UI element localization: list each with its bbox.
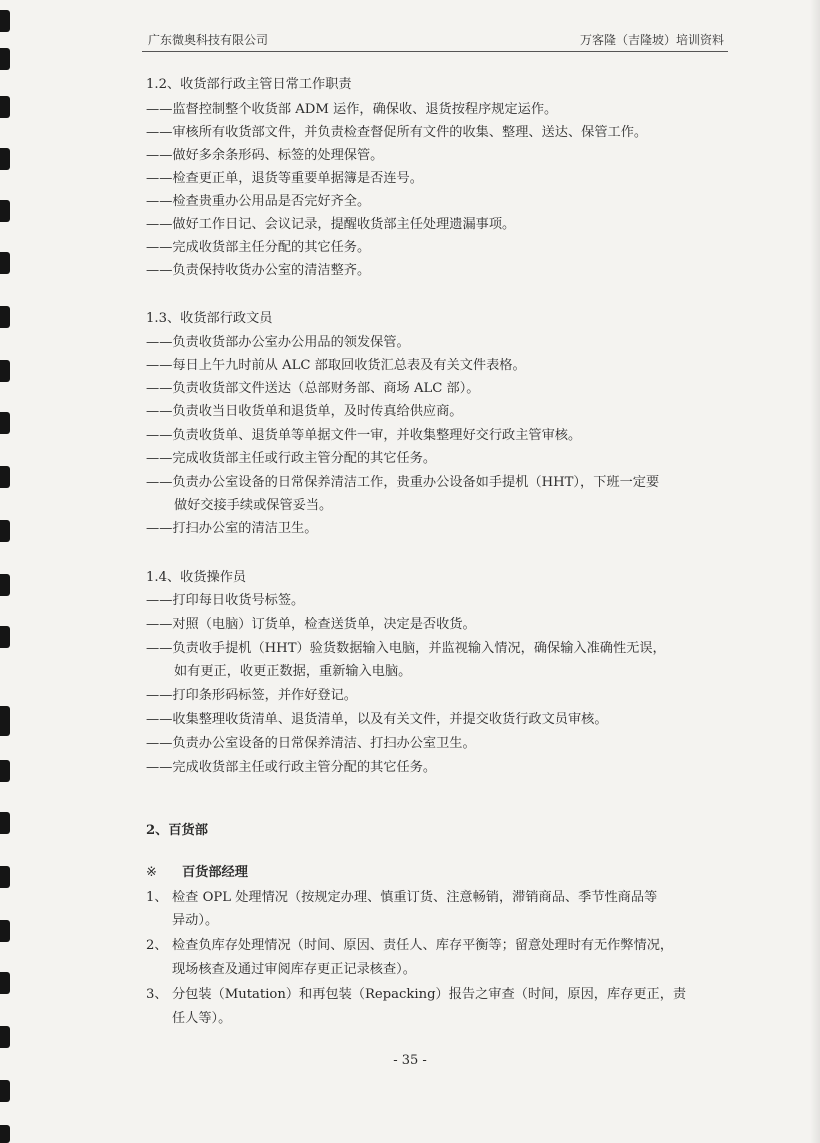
binder-hole (0, 1125, 10, 1143)
duty-line: ——审核所有收货部文件，并负责检查督促所有文件的收集、整理、送达、保管工作。 (146, 125, 648, 140)
duty-line: ——负责办公室设备的日常保养清洁工作，贵重办公设备如手提机（HHT），下班一定要 (146, 475, 660, 490)
binder-hole (0, 148, 10, 170)
subsection-heading: 百货部经理 (182, 865, 248, 880)
page-header (142, 29, 728, 52)
duty-line: ——负责收货部办公室办公用品的领发保管。 (146, 335, 410, 350)
duty-line: ——负责办公室设备的日常保养清洁、打扫办公室卫生。 (146, 736, 476, 751)
item-text: 检查负库存处理情况（时间、原因、责任人、库存平衡等；留意处理时有无作弊情况， (172, 938, 674, 953)
page-shadow (810, 0, 820, 1143)
duty-line: ——打印条形码标签，并作好登记。 (146, 688, 357, 703)
item-text: 分包装（Mutation）和再包装（Repacking）报告之审查（时间，原因，库存更正，责 (172, 987, 687, 1002)
binder-hole (0, 1026, 10, 1048)
item-number: 1、 (146, 890, 168, 905)
item-number: 2、 (146, 938, 168, 953)
duty-line: ——监督控制整个收货部 ADM 运作，确保收、退货按程序规定运作。 (146, 102, 558, 117)
binder-hole (0, 10, 10, 32)
duty-line: ——检查贵重办公用品是否完好齐全。 (146, 194, 371, 209)
item-text-continuation: 异动）。 (172, 913, 219, 928)
section-heading-2: 2、百货部 (146, 823, 208, 838)
binder-hole (0, 96, 10, 118)
binder-hole (0, 466, 10, 488)
item-number: 3、 (146, 987, 168, 1002)
duty-line: ——负责收当日收货单和退货单，及时传真给供应商。 (146, 404, 463, 419)
page-number: - 35 - (393, 1053, 427, 1068)
binder-hole (0, 812, 10, 834)
duty-line: ——检查更正单，退货等重要单据簿是否连号。 (146, 171, 423, 186)
binder-hole (0, 574, 10, 596)
binder-hole (0, 306, 10, 328)
duty-line-continuation: 如有更正，收更正数据，重新输入电脑。 (174, 664, 412, 679)
header-company: 广东微奥科技有限公司 (148, 33, 269, 47)
binder-hole (0, 252, 10, 274)
binder-hole (0, 520, 10, 542)
item-text-continuation: 现场核查及通过审阅库存更正记录核查）。 (172, 962, 416, 977)
binder-hole (0, 360, 10, 382)
duty-line: ——打扫办公室的清洁卫生。 (146, 521, 318, 536)
item-text: 检查 OPL 处理情况（按规定办理、慎重订货、注意畅销，滞销商品、季节性商品等 (172, 890, 658, 905)
duty-line: ——负责收货单、退货单等单据文件一审，并收集整理好交行政主管审核。 (146, 428, 582, 443)
binder-hole (0, 760, 10, 782)
binder-hole (0, 866, 10, 888)
item-text-continuation: 任人等）。 (172, 1011, 232, 1026)
binder-hole (0, 920, 10, 942)
duty-line-continuation: 做好交接手续或保管妥当。 (174, 498, 333, 513)
binder-hole (0, 48, 10, 70)
duty-line: ——收集整理收货清单、退货清单，以及有关文件，并提交收货行政文员审核。 (146, 712, 608, 727)
duty-line: ——完成收货部主任或行政主管分配的其它任务。 (146, 451, 437, 466)
duty-line: ——完成收货部主任或行政主管分配的其它任务。 (146, 760, 437, 775)
duty-line: ——负责保持收货办公室的清洁整齐。 (146, 263, 371, 278)
binder-hole (0, 412, 10, 434)
binder-hole (0, 200, 10, 222)
duty-line: ——负责收手提机（HHT）验货数据输入电脑，并监视输入情况，确保输入准确性无误， (146, 641, 666, 656)
binder-hole (0, 972, 10, 994)
duty-line: ——完成收货部主任分配的其它任务。 (146, 240, 371, 255)
section-heading-1-3: 1.3、收货部行政文员 (146, 311, 273, 326)
duty-line: ——每日上午九时前从 ALC 部取回收货汇总表及有关文件表格。 (146, 358, 526, 373)
duty-line: ——负责收货部文件送达（总部财务部、商场 ALC 部）。 (146, 381, 480, 396)
section-heading-1-2: 1.2、收货部行政主管日常工作职责 (146, 77, 352, 92)
header-document-title: 万客隆（吉隆坡）培训资料 (579, 33, 724, 47)
binder-holes (0, 0, 14, 1143)
binder-hole (0, 1080, 10, 1102)
section-heading-1-4: 1.4、收货操作员 (146, 570, 247, 585)
binder-hole (0, 706, 10, 736)
duty-line: ——打印每日收货号标签。 (146, 593, 305, 608)
duty-line: ——做好多余条形码、标签的处理保管。 (146, 148, 384, 163)
binder-hole (0, 626, 10, 648)
reference-mark: ※ (146, 865, 158, 880)
duty-line: ——做好工作日记、会议记录，提醒收货部主任处理遗漏事项。 (146, 217, 516, 232)
duty-line: ——对照（电脑）订货单，检查送货单，决定是否收货。 (146, 617, 476, 632)
